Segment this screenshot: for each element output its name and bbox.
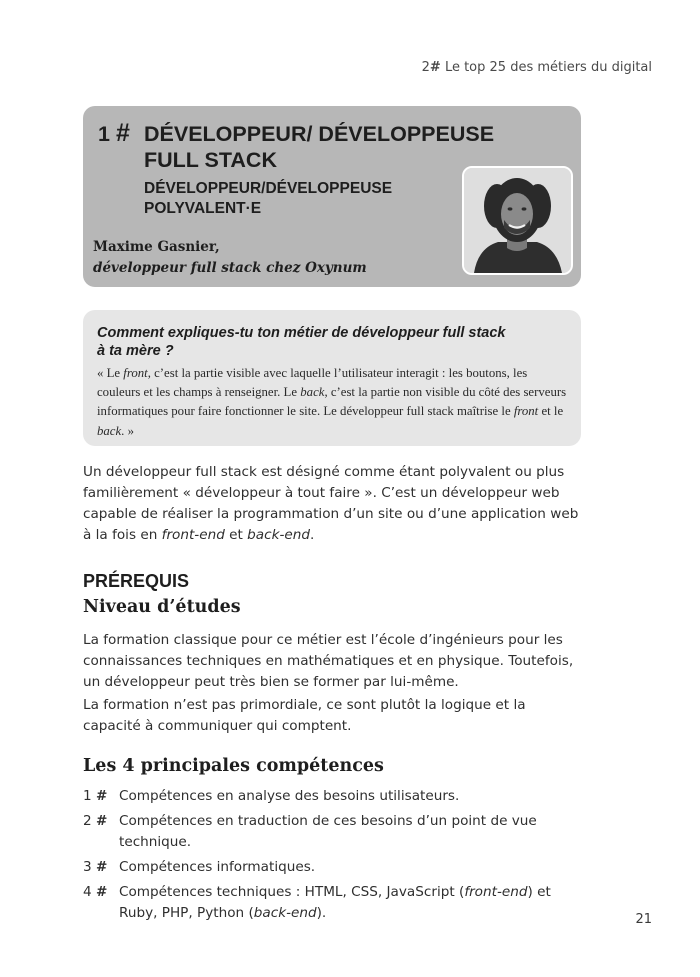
page-number: 21: [635, 912, 652, 927]
job-title-line1: DÉVELOPPEUR/ DÉVELOPPEUSE: [144, 122, 495, 146]
hash-glyph: #: [95, 813, 108, 829]
running-head-text: Le top 25 des métiers du digital: [444, 60, 652, 75]
interview-question: [97, 324, 567, 360]
term-front-end: front-end: [464, 884, 528, 900]
author-role: développeur full stack chez Oxynum: [93, 260, 367, 276]
job-title-line2: FULL STACK: [144, 148, 277, 172]
job-subtitle-line2: POLYVALENT·E: [144, 200, 262, 217]
skill-item: [83, 882, 583, 924]
hash-glyph: #: [95, 859, 108, 875]
job-title: [98, 120, 494, 173]
skill-number: 3 #: [83, 859, 108, 875]
subheading-competences: Les 4 principales compétences: [83, 756, 384, 776]
education-paragraph-2: La formation n’est pas primordiale, ce sont plutôt la logique et la capacité à communiquer qui comptent.: [83, 697, 526, 734]
intro-paragraph: Un développeur full stack est désigné comme étant polyvalent ou plus familièrement « développeur à tout faire ». C’est un développeur web capable de réaliser la programmation d’un site ou d’une application web à la fois en front-end et back-end.: [83, 464, 579, 543]
interview-answer: « Le front, c’est la partie visible avec laquelle l’utilisateur interagit : les boutons, les couleurs et les champs à renseigner. Le back, c’est la partie non visible du côté des serveurs informatiques pour faire fonctionner le site. Le développeur full stack maîtrise le front et le back. »: [97, 366, 567, 438]
term-front: front: [513, 404, 539, 419]
term-back: back: [97, 423, 122, 438]
education-paragraph-1: La formation classique pour ce métier est l’école d’ingénieurs pour les connaissances techniques en mathématiques et en physique. Toutefois, un développeur peut très bien se former par lui-même.: [83, 632, 574, 690]
skill-item: [83, 786, 583, 807]
interview-question-line2: à ta mère ?: [97, 343, 174, 359]
portrait-photo: [464, 168, 571, 273]
term-front: front: [123, 366, 148, 380]
skill-item: [83, 857, 583, 878]
hash-glyph: #: [429, 60, 441, 75]
skill-text: Compétences informatiques.: [119, 859, 316, 875]
running-head-number: 2: [421, 60, 430, 75]
hash-glyph: #: [115, 119, 130, 147]
running-head: [422, 60, 652, 75]
skill-text: Compétences en analyse des besoins utilisateurs.: [119, 788, 460, 804]
skill-item: [83, 811, 583, 853]
skill-text: Compétences techniques : HTML, CSS, JavaScript (front-end) et Ruby, PHP, Python (back-end).: [119, 884, 551, 921]
job-title-card: [83, 106, 581, 287]
term-front-end: front-end: [161, 527, 225, 543]
author-name: Maxime Gasnier,: [93, 239, 220, 255]
skills-list: [83, 786, 583, 928]
skill-text: Compétences en traduction de ces besoins d’un point de vue technique.: [119, 813, 537, 850]
term-back: back: [300, 385, 325, 400]
author-credit: [93, 237, 367, 279]
skill-number: 2 #: [83, 813, 108, 829]
section-heading-prerequis: PRÉREQUIS: [83, 571, 190, 591]
interview-box: [83, 310, 581, 446]
author-portrait: [462, 166, 573, 275]
hash-glyph: #: [95, 788, 108, 804]
job-number: 1 #: [98, 119, 130, 147]
term-back-end: back-end: [247, 527, 310, 543]
job-subtitle: [144, 179, 392, 219]
skill-number: 1 #: [83, 788, 108, 804]
job-subtitle-line1: DÉVELOPPEUR/DÉVELOPPEUSE: [144, 180, 393, 197]
term-back-end: back-end: [253, 905, 317, 921]
hash-glyph: #: [95, 884, 108, 900]
interview-question-line1: Comment expliques-tu ton métier de développeur full stack: [97, 325, 506, 341]
subheading-niveau-etudes: Niveau d’études: [83, 597, 241, 617]
skill-number: 4 #: [83, 884, 108, 900]
